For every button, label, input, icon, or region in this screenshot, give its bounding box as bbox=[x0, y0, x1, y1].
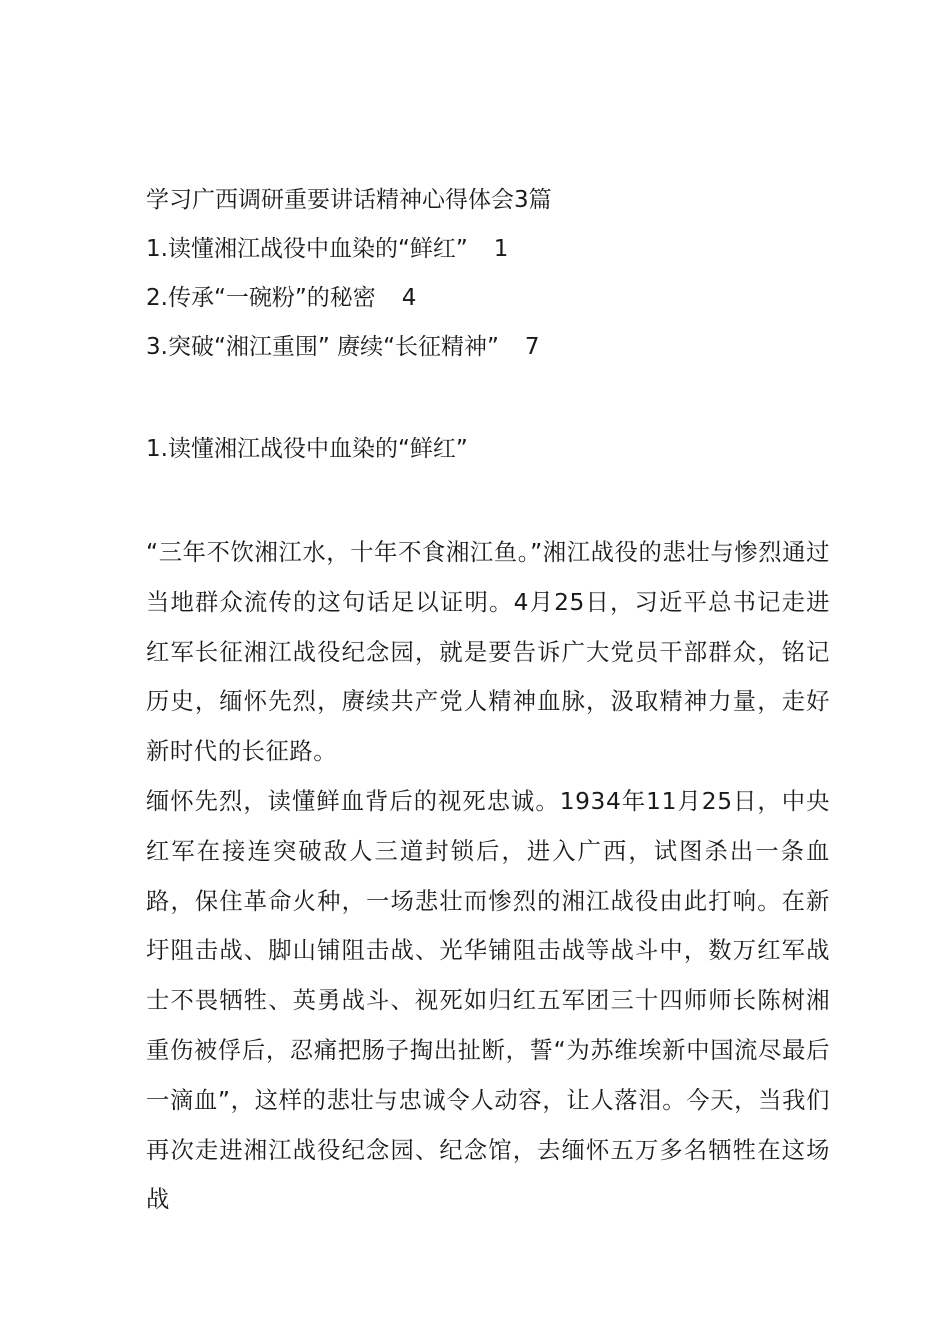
paragraph-2: 缅怀先烈，读懂鲜血背后的视死忠诚。1934年11月25日，中央红军在接连突破敌人三道封锁后，进入广西，试图杀出一条血路，保住革命火种，一场悲壮而惨烈的湘江战役由此打响。在新圩阻击战、脚山铺阻击战、光华铺阻击战等战斗中，数万红军战士不畏牺牲、英勇战斗、视死如归红五军团三十四师师长陈树湘重伤被俘后，忍痛把肠子掏出扯断，誓“为苏维埃新中国流尽最后一滴血”，这样的悲壮与忠诚令人动容，让人落泪。今天，当我们再次走进湘江战役纪念园、纪念馆，去缅怀五万多名牺牲在这场战 bbox=[146, 787, 830, 1214]
toc-item-3[interactable] bbox=[146, 331, 540, 380]
body-text bbox=[146, 528, 830, 1225]
table-of-contents bbox=[146, 233, 540, 380]
document-title: 学习广西调研重要讲话精神心得体会3篇 bbox=[146, 187, 552, 213]
paragraph-1: “三年不饮湘江水，十年不食湘江鱼。”湘江战役的悲壮与惨烈通过当地群众流传的这句话足以证明。4月25日，习近平总书记走进红军长征湘江战役纪念园，就是要告诉广大党员干部群众，铭记历史，缅怀先烈，赓续共产党人精神血脉，汲取精神力量，走好新时代的长征路。 bbox=[146, 539, 830, 766]
toc-page-number: 7 bbox=[524, 334, 540, 360]
toc-item-1[interactable] bbox=[146, 233, 540, 282]
toc-item-label: 2.传承“一碗粉”的秘密 bbox=[146, 285, 376, 311]
toc-item-label: 3.突破“湘江重围” 赓续“长征精神” bbox=[146, 334, 499, 360]
toc-item-2[interactable] bbox=[146, 282, 540, 331]
toc-item-label: 1.读懂湘江战役中血染的“鲜红” bbox=[146, 236, 468, 262]
toc-page-number: 1 bbox=[493, 236, 509, 262]
toc-page-number: 4 bbox=[401, 285, 417, 311]
section-heading: 1.读懂湘江战役中血染的“鲜红” bbox=[146, 436, 468, 462]
